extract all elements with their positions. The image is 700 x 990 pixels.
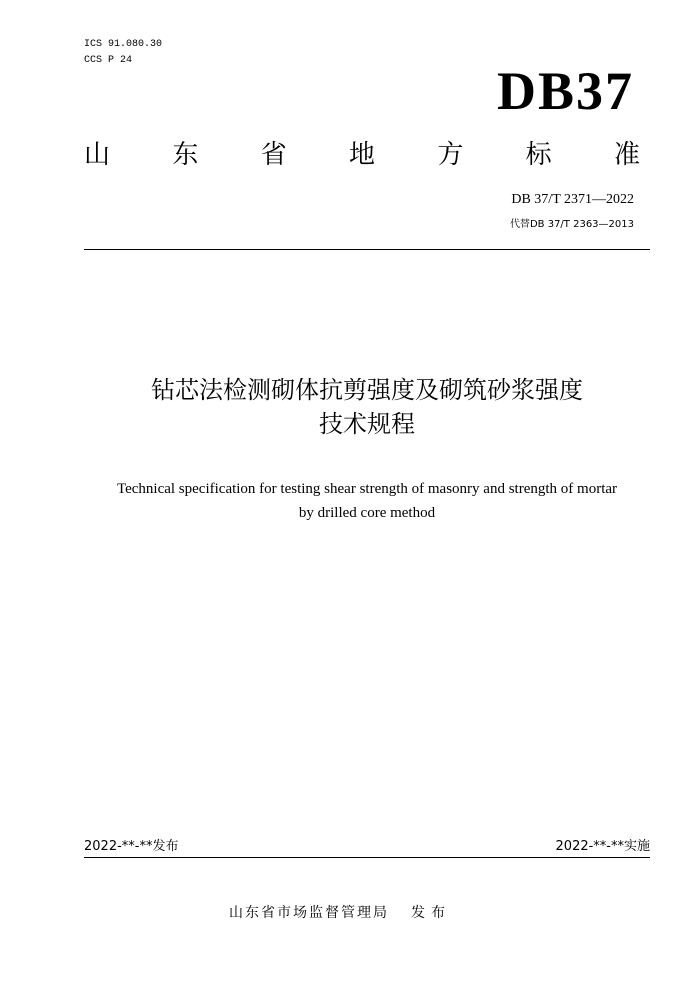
standard-type-char: 省 [260,140,287,170]
publisher-line [229,903,451,923]
standard-type-char: 地 [348,140,375,170]
bottom-divider [84,857,650,858]
english-title-line: by drilled core method [298,505,436,521]
standard-type-char: 标 [525,140,552,170]
replaced-standard: 代替DB 37/T 2363—2013 [509,219,634,230]
standard-type-char: 准 [613,140,640,170]
standard-number: DB 37/T 2371—2022 [511,192,634,207]
classification-codes [84,37,162,69]
standard-type-char: 方 [437,140,464,170]
publish-date: 2022-**-**发布 [84,839,179,854]
implement-date: 2022-**-**实施 [555,839,650,854]
chinese-title [70,373,664,441]
ccs-code: CCS P 24 [84,55,133,66]
publish-action: 发布 [411,905,451,921]
chinese-title-line: 技术规程 [319,410,415,438]
english-title [70,477,664,525]
ics-code: ICS 91.080.30 [84,39,163,50]
date-row [84,838,650,856]
chinese-title-line: 钻芯法检测砌体抗剪强度及砌筑砂浆强度 [151,376,583,404]
publisher-name: 山东省市场监督管理局 [229,905,389,921]
top-divider [84,249,650,250]
standard-type-char: 东 [172,140,199,170]
standard-type-heading [84,138,640,172]
standard-logo: DB37 [496,61,634,121]
english-title-line: Technical specification for testing shear strength of masonry and strength of mortar [116,481,618,497]
standard-type-char: 山 [84,140,111,170]
